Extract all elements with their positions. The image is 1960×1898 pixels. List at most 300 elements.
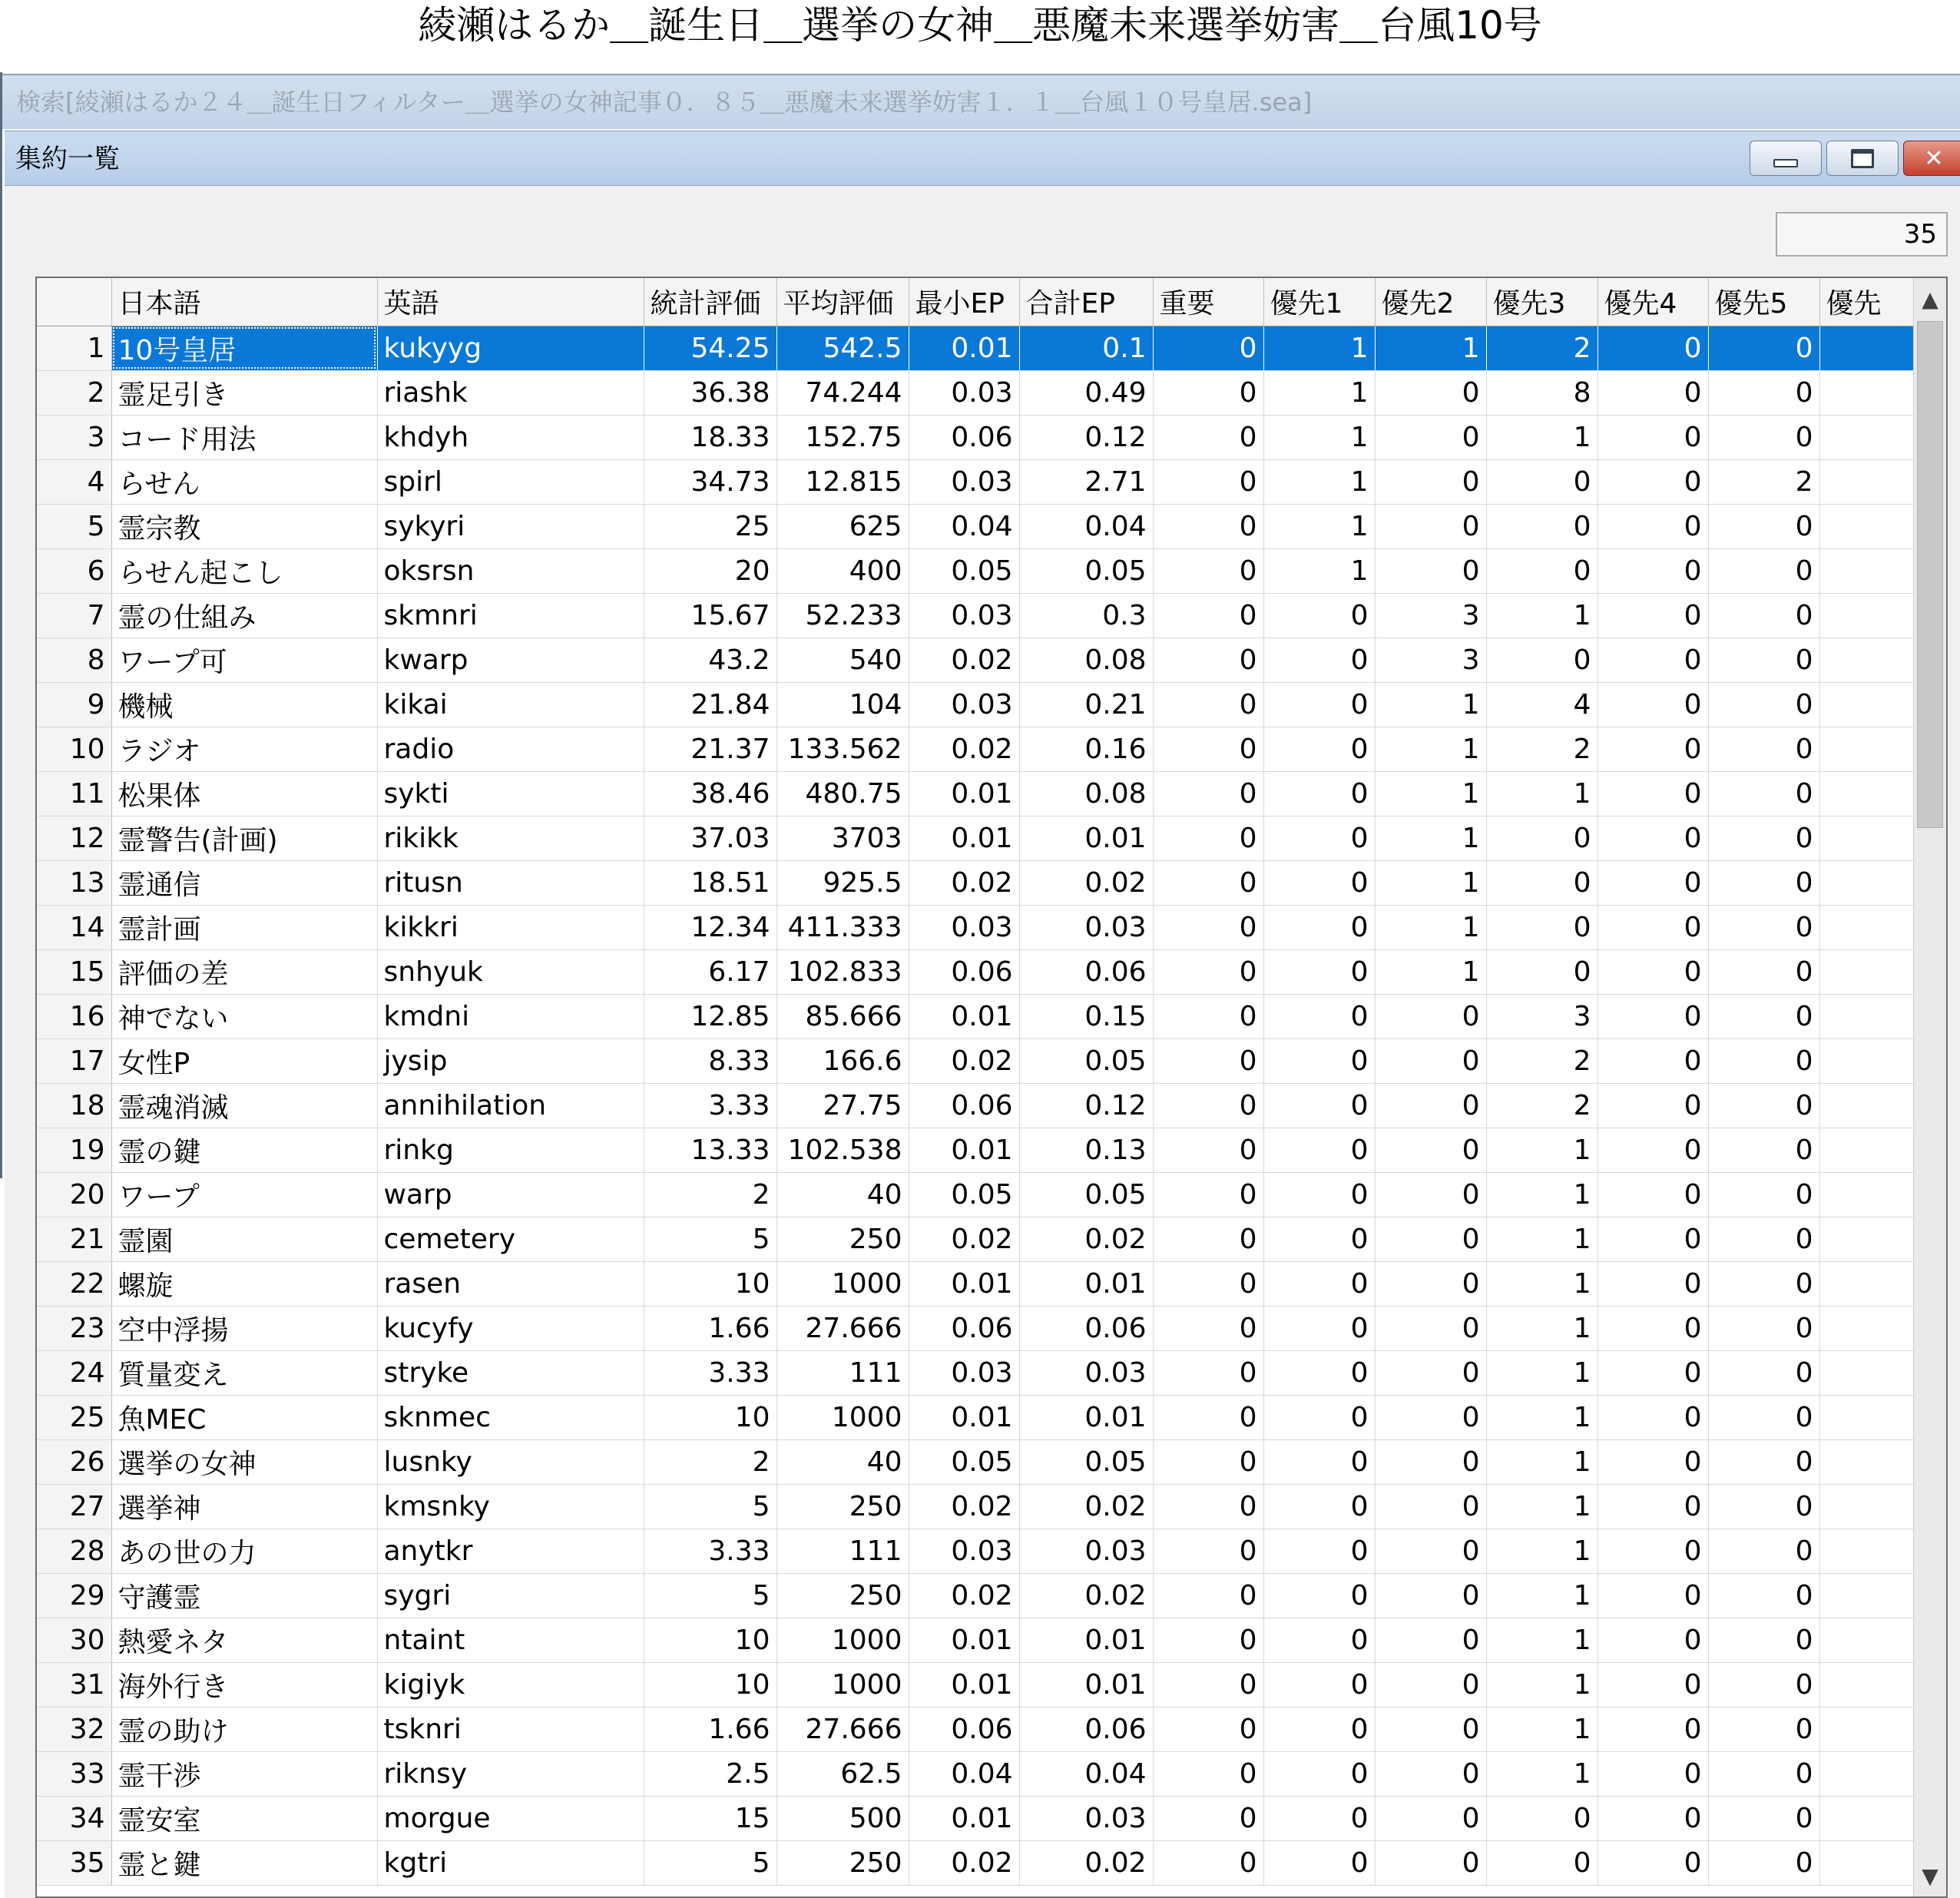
japanese-cell[interactable]: ワープ可 (111, 638, 377, 682)
value-cell[interactable] (1819, 548, 1915, 593)
value-cell[interactable]: 0 (1153, 1529, 1263, 1573)
english-cell[interactable]: kmdni (377, 994, 644, 1038)
value-cell[interactable]: 0 (1597, 949, 1708, 994)
column-header[interactable]: 優先1 (1263, 278, 1375, 326)
value-cell[interactable]: 62.5 (776, 1751, 909, 1796)
table-row[interactable] (37, 1306, 1915, 1350)
english-cell[interactable]: warp (377, 1172, 644, 1217)
value-cell[interactable]: 0.02 (909, 1484, 1019, 1529)
value-cell[interactable]: 2 (1486, 727, 1597, 771)
value-cell[interactable]: 0 (1597, 771, 1708, 816)
value-cell[interactable]: 0 (1708, 1038, 1819, 1083)
value-cell[interactable]: 0 (1486, 548, 1597, 593)
value-cell[interactable]: 0 (1153, 771, 1263, 816)
table-row[interactable] (37, 1038, 1915, 1083)
value-cell[interactable]: 0.01 (1019, 1618, 1153, 1662)
row-number[interactable]: 15 (37, 949, 111, 994)
value-cell[interactable]: 0.01 (909, 1662, 1019, 1707)
value-cell[interactable]: 1 (1486, 1484, 1597, 1529)
value-cell[interactable]: 1 (1486, 1172, 1597, 1217)
value-cell[interactable]: 40 (776, 1439, 909, 1484)
english-cell[interactable]: riashk (377, 370, 644, 415)
value-cell[interactable]: 0 (1263, 1662, 1375, 1707)
value-cell[interactable]: 1 (1486, 1529, 1597, 1573)
value-cell[interactable]: 0 (1486, 949, 1597, 994)
value-cell[interactable]: 0.06 (909, 1083, 1019, 1128)
value-cell[interactable] (1819, 1217, 1915, 1261)
value-cell[interactable]: 8 (1486, 370, 1597, 415)
value-cell[interactable]: 0 (1153, 1395, 1263, 1439)
japanese-cell[interactable]: 霊の鍵 (111, 1128, 377, 1172)
value-cell[interactable]: 250 (776, 1840, 909, 1885)
value-cell[interactable]: 1000 (776, 1395, 909, 1439)
column-header[interactable]: 最小EP (909, 278, 1019, 326)
value-cell[interactable]: 0 (1486, 816, 1597, 860)
value-cell[interactable]: 0 (1375, 1172, 1486, 1217)
value-cell[interactable]: 0.1 (1019, 326, 1153, 370)
value-cell[interactable]: 1 (1375, 905, 1486, 949)
value-cell[interactable]: 0 (1263, 816, 1375, 860)
value-cell[interactable]: 0 (1708, 682, 1819, 727)
value-cell[interactable]: 0 (1597, 1395, 1708, 1439)
value-cell[interactable]: 3703 (776, 816, 909, 860)
value-cell[interactable]: 0 (1153, 1439, 1263, 1484)
value-cell[interactable]: 0.05 (909, 1439, 1019, 1484)
value-cell[interactable]: 0.16 (1019, 727, 1153, 771)
value-cell[interactable]: 0 (1263, 1172, 1375, 1217)
column-header[interactable]: 合計EP (1019, 278, 1153, 326)
value-cell[interactable]: 0.02 (909, 1038, 1019, 1083)
value-cell[interactable]: 0.01 (909, 1618, 1019, 1662)
english-cell[interactable]: spirl (377, 459, 644, 504)
value-cell[interactable]: 625 (776, 504, 909, 548)
value-cell[interactable] (1819, 504, 1915, 548)
value-cell[interactable]: 0 (1708, 1618, 1819, 1662)
value-cell[interactable]: 2 (1486, 1083, 1597, 1128)
value-cell[interactable]: 0 (1597, 1484, 1708, 1529)
value-cell[interactable]: 0 (1708, 1217, 1819, 1261)
value-cell[interactable] (1819, 727, 1915, 771)
value-cell[interactable]: 0 (1597, 1573, 1708, 1618)
value-cell[interactable]: 0.01 (1019, 1395, 1153, 1439)
english-cell[interactable]: kukyyg (377, 326, 644, 370)
value-cell[interactable]: 0 (1263, 1350, 1375, 1395)
value-cell[interactable]: 0 (1263, 1261, 1375, 1306)
value-cell[interactable]: 0 (1375, 1751, 1486, 1796)
table-row[interactable] (37, 1662, 1915, 1707)
value-cell[interactable] (1819, 860, 1915, 905)
english-cell[interactable]: kmsnky (377, 1484, 644, 1529)
value-cell[interactable]: 0 (1486, 1840, 1597, 1885)
value-cell[interactable]: 2.5 (644, 1751, 776, 1796)
value-cell[interactable]: 0 (1708, 1395, 1819, 1439)
value-cell[interactable]: 1 (1375, 727, 1486, 771)
value-cell[interactable]: 0.04 (1019, 504, 1153, 548)
value-cell[interactable]: 0 (1597, 459, 1708, 504)
value-cell[interactable]: 2 (1486, 326, 1597, 370)
value-cell[interactable]: 15 (644, 1796, 776, 1840)
value-cell[interactable]: 0 (1153, 1662, 1263, 1707)
value-cell[interactable]: 5 (644, 1573, 776, 1618)
value-cell[interactable]: 0 (1708, 727, 1819, 771)
value-cell[interactable]: 0 (1597, 994, 1708, 1038)
value-cell[interactable]: 0 (1153, 1573, 1263, 1618)
value-cell[interactable]: 1 (1263, 326, 1375, 370)
value-cell[interactable]: 1 (1486, 415, 1597, 459)
column-header[interactable]: 平均評価 (776, 278, 909, 326)
value-cell[interactable]: 1.66 (644, 1707, 776, 1751)
english-cell[interactable]: kikai (377, 682, 644, 727)
value-cell[interactable]: 0 (1263, 1395, 1375, 1439)
value-cell[interactable]: 1 (1263, 415, 1375, 459)
english-cell[interactable]: stryke (377, 1350, 644, 1395)
japanese-cell[interactable]: 海外行き (111, 1662, 377, 1707)
value-cell[interactable]: 0.21 (1019, 682, 1153, 727)
value-cell[interactable]: 0.02 (909, 1840, 1019, 1885)
value-cell[interactable]: 0 (1153, 816, 1263, 860)
value-cell[interactable] (1819, 1350, 1915, 1395)
value-cell[interactable]: 12.815 (776, 459, 909, 504)
value-cell[interactable]: 0 (1263, 727, 1375, 771)
value-cell[interactable]: 1 (1486, 1439, 1597, 1484)
scroll-up-arrow-icon[interactable]: ▲ (1922, 287, 1938, 312)
value-cell[interactable]: 500 (776, 1796, 909, 1840)
scrollbar-thumb[interactable] (1917, 321, 1943, 828)
value-cell[interactable]: 3 (1375, 638, 1486, 682)
value-cell[interactable]: 2 (644, 1172, 776, 1217)
value-cell[interactable]: 1 (1486, 1261, 1597, 1306)
value-cell[interactable]: 0 (1375, 994, 1486, 1038)
value-cell[interactable]: 0 (1708, 1529, 1819, 1573)
value-cell[interactable]: 0.06 (1019, 1306, 1153, 1350)
english-cell[interactable]: sknmec (377, 1395, 644, 1439)
value-cell[interactable] (1819, 593, 1915, 638)
value-cell[interactable]: 0.02 (909, 1573, 1019, 1618)
value-cell[interactable]: 0 (1375, 370, 1486, 415)
value-cell[interactable]: 0 (1263, 949, 1375, 994)
value-cell[interactable]: 0 (1486, 860, 1597, 905)
english-cell[interactable]: khdyh (377, 415, 644, 459)
value-cell[interactable]: 0 (1708, 1350, 1819, 1395)
value-cell[interactable]: 18.51 (644, 860, 776, 905)
value-cell[interactable]: 0.02 (909, 727, 1019, 771)
value-cell[interactable]: 0 (1708, 1306, 1819, 1350)
english-cell[interactable]: rinkg (377, 1128, 644, 1172)
english-cell[interactable]: sykyri (377, 504, 644, 548)
value-cell[interactable]: 12.34 (644, 905, 776, 949)
value-cell[interactable]: 0 (1486, 1796, 1597, 1840)
japanese-cell[interactable]: あの世の力 (111, 1529, 377, 1573)
value-cell[interactable]: 0.05 (1019, 548, 1153, 593)
english-cell[interactable]: sykti (377, 771, 644, 816)
value-cell[interactable]: 1 (1486, 1662, 1597, 1707)
value-cell[interactable]: 0 (1263, 1128, 1375, 1172)
value-cell[interactable]: 0 (1597, 1306, 1708, 1350)
value-cell[interactable]: 1000 (776, 1662, 909, 1707)
value-cell[interactable]: 1 (1375, 860, 1486, 905)
value-cell[interactable]: 0 (1153, 860, 1263, 905)
value-cell[interactable]: 2 (644, 1439, 776, 1484)
table-row[interactable] (37, 905, 1915, 949)
english-cell[interactable]: snhyuk (377, 949, 644, 994)
value-cell[interactable]: 0 (1708, 816, 1819, 860)
english-cell[interactable]: skmnri (377, 593, 644, 638)
value-cell[interactable]: 3.33 (644, 1083, 776, 1128)
value-cell[interactable]: 0.06 (909, 415, 1019, 459)
value-cell[interactable]: 74.244 (776, 370, 909, 415)
japanese-cell[interactable]: 霊警告(計画) (111, 816, 377, 860)
value-cell[interactable]: 0 (1153, 1796, 1263, 1840)
column-header[interactable]: 統計評価 (644, 278, 776, 326)
value-cell[interactable]: 0 (1263, 682, 1375, 727)
value-cell[interactable]: 5 (644, 1484, 776, 1529)
value-cell[interactable]: 0 (1597, 1662, 1708, 1707)
value-cell[interactable]: 542.5 (776, 326, 909, 370)
value-cell[interactable]: 1 (1486, 1707, 1597, 1751)
scroll-down-arrow-icon[interactable]: ▼ (1922, 1863, 1938, 1889)
english-cell[interactable]: radio (377, 727, 644, 771)
value-cell[interactable]: 36.38 (644, 370, 776, 415)
value-cell[interactable]: 0.04 (1019, 1751, 1153, 1796)
row-number[interactable]: 22 (37, 1261, 111, 1306)
japanese-cell[interactable]: 空中浮揚 (111, 1306, 377, 1350)
value-cell[interactable]: 0 (1597, 326, 1708, 370)
window-title-bar[interactable] (5, 131, 1960, 186)
value-cell[interactable]: 0 (1375, 1529, 1486, 1573)
value-cell[interactable]: 1 (1375, 771, 1486, 816)
value-cell[interactable]: 0 (1708, 1439, 1819, 1484)
row-number[interactable]: 25 (37, 1395, 111, 1439)
value-cell[interactable]: 250 (776, 1484, 909, 1529)
value-cell[interactable]: 0.01 (1019, 1662, 1153, 1707)
value-cell[interactable]: 411.333 (776, 905, 909, 949)
value-cell[interactable]: 0 (1597, 727, 1708, 771)
japanese-cell[interactable]: ラジオ (111, 727, 377, 771)
value-cell[interactable]: 0 (1375, 504, 1486, 548)
column-header[interactable]: 優先3 (1486, 278, 1597, 326)
table-row[interactable] (37, 548, 1915, 593)
english-cell[interactable]: rikikk (377, 816, 644, 860)
close-button[interactable] (1903, 141, 1960, 176)
table-row[interactable] (37, 1796, 1915, 1840)
value-cell[interactable]: 104 (776, 682, 909, 727)
english-cell[interactable]: ritusn (377, 860, 644, 905)
value-cell[interactable]: 0.02 (1019, 1484, 1153, 1529)
table-row[interactable] (37, 593, 1915, 638)
table-row[interactable] (37, 1350, 1915, 1395)
table-row[interactable] (37, 1618, 1915, 1662)
value-cell[interactable]: 0 (1708, 1707, 1819, 1751)
table-row[interactable] (37, 1707, 1915, 1751)
japanese-cell[interactable]: らせん (111, 459, 377, 504)
value-cell[interactable]: 0 (1375, 1618, 1486, 1662)
value-cell[interactable] (1819, 1662, 1915, 1707)
table-row[interactable] (37, 459, 1915, 504)
value-cell[interactable]: 0 (1263, 1529, 1375, 1573)
value-cell[interactable]: 0.05 (909, 1172, 1019, 1217)
value-cell[interactable]: 0 (1597, 1529, 1708, 1573)
value-cell[interactable]: 0 (1597, 1439, 1708, 1484)
value-cell[interactable]: 2 (1708, 459, 1819, 504)
japanese-cell[interactable]: 霊の仕組み (111, 593, 377, 638)
value-cell[interactable]: 0 (1597, 1707, 1708, 1751)
value-cell[interactable]: 0 (1597, 1840, 1708, 1885)
value-cell[interactable]: 0 (1375, 548, 1486, 593)
value-cell[interactable]: 0 (1597, 638, 1708, 682)
japanese-cell[interactable]: 霊安室 (111, 1796, 377, 1840)
value-cell[interactable]: 0.05 (909, 548, 1019, 593)
value-cell[interactable]: 0.13 (1019, 1128, 1153, 1172)
value-cell[interactable]: 0 (1263, 638, 1375, 682)
value-cell[interactable]: 0 (1263, 1217, 1375, 1261)
value-cell[interactable]: 0.05 (1019, 1038, 1153, 1083)
value-cell[interactable]: 1 (1486, 1128, 1597, 1172)
value-cell[interactable]: 0 (1153, 1350, 1263, 1395)
table-row[interactable] (37, 326, 1915, 370)
value-cell[interactable]: 0 (1708, 1083, 1819, 1128)
english-cell[interactable]: anytkr (377, 1529, 644, 1573)
value-cell[interactable]: 0 (1375, 1707, 1486, 1751)
value-cell[interactable]: 0 (1708, 1484, 1819, 1529)
value-cell[interactable]: 1 (1375, 816, 1486, 860)
table-row[interactable] (37, 1083, 1915, 1128)
japanese-cell[interactable]: ワープ (111, 1172, 377, 1217)
value-cell[interactable]: 0 (1597, 593, 1708, 638)
value-cell[interactable]: 0 (1263, 905, 1375, 949)
value-cell[interactable]: 0 (1708, 1796, 1819, 1840)
japanese-cell[interactable]: 選挙神 (111, 1484, 377, 1529)
table-row[interactable] (37, 816, 1915, 860)
value-cell[interactable]: 0 (1708, 1840, 1819, 1885)
value-cell[interactable]: 0 (1153, 727, 1263, 771)
value-cell[interactable]: 0.03 (1019, 905, 1153, 949)
value-cell[interactable]: 0 (1153, 1172, 1263, 1217)
column-header[interactable]: 英語 (377, 278, 644, 326)
value-cell[interactable] (1819, 326, 1915, 370)
value-cell[interactable]: 0 (1708, 548, 1819, 593)
japanese-cell[interactable]: コード用法 (111, 415, 377, 459)
table-row[interactable] (37, 860, 1915, 905)
row-number[interactable]: 18 (37, 1083, 111, 1128)
column-header[interactable]: 日本語 (111, 278, 377, 326)
row-number[interactable]: 26 (37, 1439, 111, 1484)
value-cell[interactable]: 0 (1375, 1484, 1486, 1529)
value-cell[interactable]: 18.33 (644, 415, 776, 459)
value-cell[interactable]: 0.06 (1019, 949, 1153, 994)
row-number[interactable]: 13 (37, 860, 111, 905)
value-cell[interactable]: 1 (1486, 1217, 1597, 1261)
value-cell[interactable]: 0.08 (1019, 771, 1153, 816)
row-number[interactable]: 24 (37, 1350, 111, 1395)
value-cell[interactable]: 0.08 (1019, 638, 1153, 682)
row-number[interactable]: 11 (37, 771, 111, 816)
row-number[interactable]: 12 (37, 816, 111, 860)
value-cell[interactable]: 5 (644, 1840, 776, 1885)
value-cell[interactable]: 1 (1263, 459, 1375, 504)
value-cell[interactable]: 0 (1597, 504, 1708, 548)
value-cell[interactable]: 400 (776, 548, 909, 593)
value-cell[interactable]: 0 (1153, 1618, 1263, 1662)
value-cell[interactable]: 0.01 (909, 771, 1019, 816)
value-cell[interactable]: 0 (1375, 1573, 1486, 1618)
row-number[interactable]: 17 (37, 1038, 111, 1083)
value-cell[interactable]: 0.03 (909, 682, 1019, 727)
row-number[interactable]: 35 (37, 1840, 111, 1885)
minimize-button[interactable] (1750, 141, 1822, 176)
value-cell[interactable]: 3.33 (644, 1350, 776, 1395)
value-cell[interactable]: 0 (1375, 1439, 1486, 1484)
table-row[interactable] (37, 771, 1915, 816)
value-cell[interactable]: 0 (1153, 548, 1263, 593)
row-number[interactable]: 6 (37, 548, 111, 593)
value-cell[interactable]: 0 (1153, 415, 1263, 459)
row-number[interactable]: 8 (37, 638, 111, 682)
value-cell[interactable] (1819, 905, 1915, 949)
value-cell[interactable]: 38.46 (644, 771, 776, 816)
english-cell[interactable]: kwarp (377, 638, 644, 682)
value-cell[interactable]: 0 (1153, 459, 1263, 504)
value-cell[interactable]: 1 (1263, 504, 1375, 548)
row-number[interactable]: 28 (37, 1529, 111, 1573)
english-cell[interactable]: kgtri (377, 1840, 644, 1885)
value-cell[interactable]: 10 (644, 1395, 776, 1439)
value-cell[interactable]: 0.01 (1019, 1261, 1153, 1306)
japanese-cell[interactable]: 10号皇居 (111, 326, 377, 370)
japanese-cell[interactable]: 機械 (111, 682, 377, 727)
japanese-cell[interactable]: 霊通信 (111, 860, 377, 905)
value-cell[interactable]: 102.833 (776, 949, 909, 994)
row-number[interactable]: 10 (37, 727, 111, 771)
value-cell[interactable] (1819, 1172, 1915, 1217)
value-cell[interactable]: 0 (1263, 1306, 1375, 1350)
value-cell[interactable]: 0 (1263, 1751, 1375, 1796)
value-cell[interactable]: 0 (1597, 1618, 1708, 1662)
value-cell[interactable]: 0 (1597, 1128, 1708, 1172)
value-cell[interactable]: 0.01 (909, 326, 1019, 370)
value-cell[interactable]: 1 (1375, 682, 1486, 727)
japanese-cell[interactable]: 魚MEC (111, 1395, 377, 1439)
table-row[interactable] (37, 370, 1915, 415)
value-cell[interactable]: 0.01 (909, 1395, 1019, 1439)
value-cell[interactable]: 0 (1708, 905, 1819, 949)
value-cell[interactable] (1819, 1395, 1915, 1439)
value-cell[interactable]: 0 (1263, 860, 1375, 905)
value-cell[interactable]: 0 (1375, 1306, 1486, 1350)
japanese-cell[interactable]: 螺旋 (111, 1261, 377, 1306)
value-cell[interactable]: 111 (776, 1350, 909, 1395)
value-cell[interactable]: 0.03 (909, 459, 1019, 504)
value-cell[interactable]: 1 (1486, 771, 1597, 816)
value-cell[interactable]: 0.01 (909, 1796, 1019, 1840)
value-cell[interactable]: 0 (1153, 905, 1263, 949)
value-cell[interactable]: 27.666 (776, 1306, 909, 1350)
summary-grid[interactable] (35, 277, 1948, 1898)
value-cell[interactable]: 0.3 (1019, 593, 1153, 638)
value-cell[interactable]: 0.03 (909, 1529, 1019, 1573)
value-cell[interactable]: 0 (1153, 326, 1263, 370)
value-cell[interactable]: 10 (644, 1261, 776, 1306)
value-cell[interactable]: 10 (644, 1618, 776, 1662)
value-cell[interactable]: 0 (1597, 1261, 1708, 1306)
value-cell[interactable]: 0 (1263, 771, 1375, 816)
row-number[interactable]: 5 (37, 504, 111, 548)
value-cell[interactable]: 2.71 (1019, 459, 1153, 504)
value-cell[interactable]: 1 (1375, 949, 1486, 994)
table-row[interactable] (37, 994, 1915, 1038)
value-cell[interactable]: 27.75 (776, 1083, 909, 1128)
japanese-cell[interactable]: 霊魂消滅 (111, 1083, 377, 1128)
value-cell[interactable]: 3 (1375, 593, 1486, 638)
